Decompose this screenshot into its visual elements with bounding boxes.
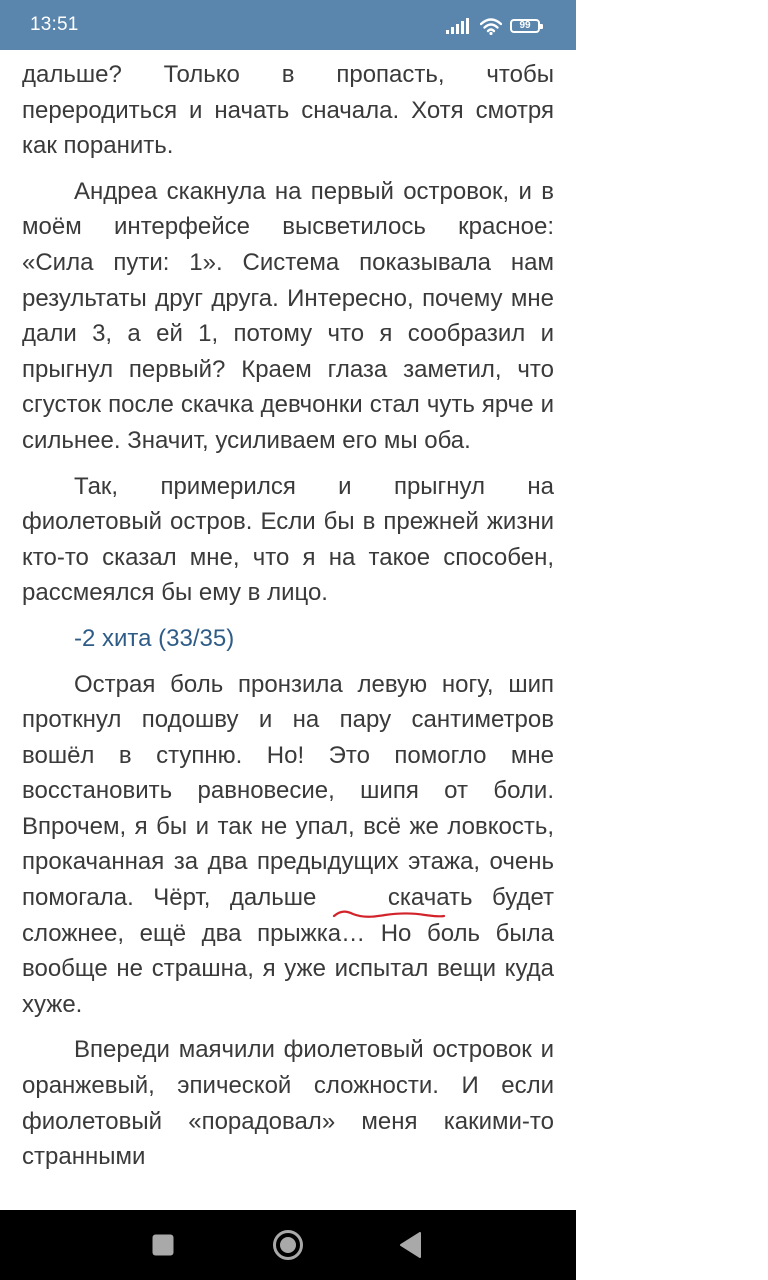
battery-icon xyxy=(510,19,540,33)
reader-page[interactable] xyxy=(0,50,576,1210)
home-button[interactable] xyxy=(270,1227,306,1263)
book-text xyxy=(22,57,554,1185)
status-bar xyxy=(0,0,576,50)
hit-points-line: -2 хита (33/35) xyxy=(74,624,235,652)
paragraph: Так, примерился и прыгнул на фиолетовый остров. Если бы в прежней жизни кто-то сказал мне, что я на такое способен, рассмеялся бы ему в лицо. xyxy=(22,472,554,607)
paragraph: Впереди маячили фиолетовый островок и оранжевый, эпической сложности. И если фиолетовый «порадовал» меня какими-то странными xyxy=(22,1036,554,1171)
battery-level: 99 xyxy=(519,20,531,31)
status-icons xyxy=(446,16,540,36)
paragraph xyxy=(22,667,554,1023)
paragraph: дальше? Только в пропасть, чтобы переродиться и начать сначала. Хотя смотря как поранить. xyxy=(22,61,554,160)
back-icon xyxy=(398,1231,424,1259)
signal-icon xyxy=(446,18,472,34)
recents-icon xyxy=(151,1233,175,1257)
navigation-bar xyxy=(0,1210,576,1280)
paragraph-text-after: будет сложнее, ещё два прыжка… Но боль была вообще не страшна, я уже испытал вещи куда хуже. xyxy=(22,884,554,1018)
underlined-word: скачать xyxy=(387,884,473,912)
recents-button[interactable] xyxy=(145,1227,181,1263)
home-icon xyxy=(271,1228,305,1262)
spellcheck-underlined-word[interactable] xyxy=(336,880,473,916)
spellcheck-underline-icon xyxy=(333,908,445,920)
paragraph: Андреа скакнула на первый островок, и в моём интерфейсе высветилось красное: «Сила пути: 1». Система показывала нам результаты друг друга. Интересно, почему мне дали 3, а ей 1, потому что я сообразил и прыгнул первый? Краем глаза заметил, что сгусток после скачка девчонки стал чуть ярче и сильнее. Значит, усиливаем его мы оба. xyxy=(22,177,554,454)
back-button[interactable] xyxy=(393,1227,429,1263)
status-time: 13:51 xyxy=(30,14,79,35)
paragraph-text-before: Острая боль пронзила левую ногу, шип проткнул подошву и на пару сантиметров вошёл в ступню. Но! Это помогло мне восстановить равновесие, шипя от боли. Впрочем, я бы и так не упал, всё же ловкость, прокачанная за два предыдущих этажа, очень помогала. Чёрт, дальше xyxy=(22,670,554,912)
wifi-icon xyxy=(480,18,502,35)
